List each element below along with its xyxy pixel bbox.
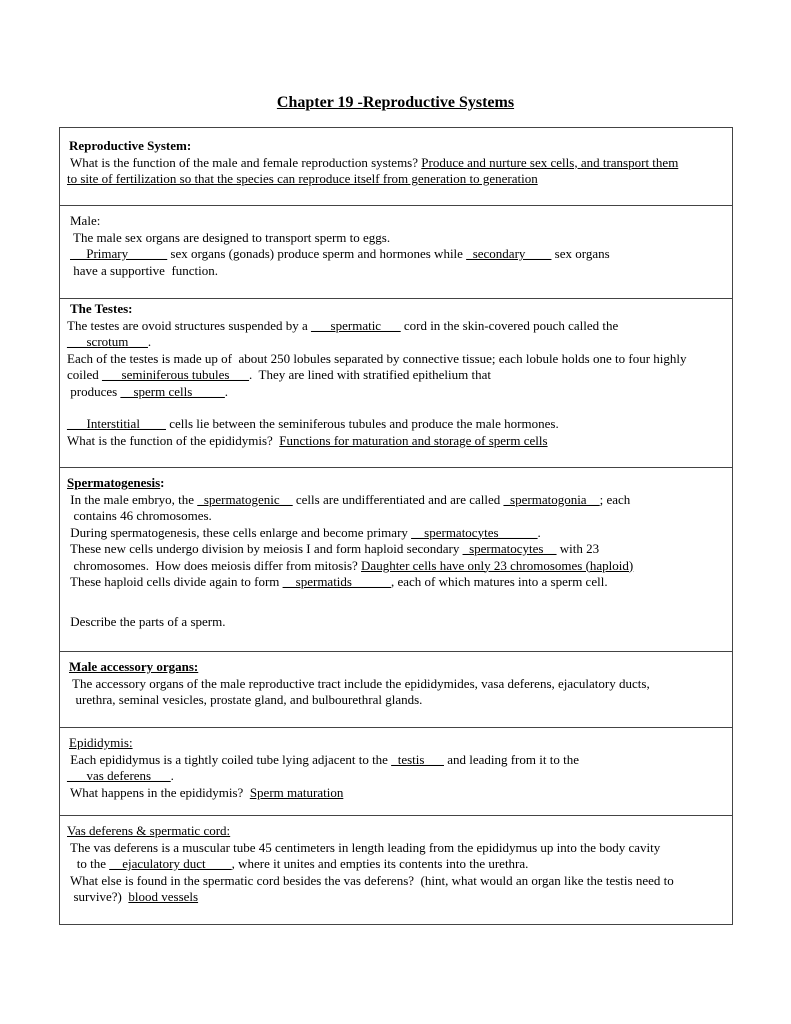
- answer-blank: _secondary____: [466, 246, 552, 261]
- answer-blank: ___scrotum___: [67, 334, 148, 349]
- body-text: have a supportive function.: [70, 262, 219, 278]
- body-text: produces __sperm cells_____.: [67, 383, 229, 399]
- section-male-accessory-organs: [60, 651, 732, 727]
- section-spermatogenesis: [60, 467, 732, 651]
- body-text: What is the function of the epididymis? Functions for maturation and storage of sperm cells: [67, 432, 548, 448]
- answer-blank: __spermatids______: [282, 574, 391, 589]
- body-text: coiled ___seminiferous tubules___. They are lined with stratified epithelium that: [67, 367, 491, 382]
- answer-blank: __ejaculatory duct____: [109, 856, 232, 871]
- body-text: chromosomes. How does meiosis differ from mitosis? Daughter cells have only 23 chromosomes (haploid): [67, 557, 634, 573]
- body-text: __Primary______ sex organs (gonads) produce sperm and hormones while _secondary____ sex organs: [70, 246, 610, 261]
- answer-blank: _testis___: [391, 751, 444, 767]
- section-heading: Epididymis:: [69, 735, 133, 750]
- body-text: In the male embryo, the _spermatogenic__ cells are undifferentiated and are called _spermatogonia__; each: [67, 491, 631, 507]
- worksheet-table: [59, 127, 733, 925]
- body-text: contains 46 chromosomes.: [67, 508, 212, 523]
- section-epididymis: [60, 727, 732, 815]
- answer-blank: ___spermatic___: [311, 317, 401, 333]
- section-heading: Reproductive System:: [69, 138, 192, 153]
- question-text: What else is found in the spermatic cord besides the vas deferens? (hint, what would an organ like the testis need to: [67, 872, 674, 888]
- page-title: Chapter 19 -Reproductive Systems: [276, 94, 515, 111]
- section-testes: [60, 298, 732, 467]
- body-text: During spermatogenesis, these cells enlarge and become primary __spermatocytes______.: [67, 524, 541, 540]
- answer-blank: ___seminiferous tubules___: [102, 367, 249, 382]
- section-heading: Male accessory organs:: [69, 659, 199, 674]
- answer-text: Daughter cells have only 23 chromosomes (haploid): [361, 557, 634, 573]
- answer-text: Produce and nurture sex cells, and transport them: [421, 154, 679, 170]
- body-text: ___scrotum___.: [67, 334, 152, 349]
- answer-blank: _spermatogonia__: [503, 491, 600, 507]
- body-text: Each epididymus is a tightly coiled tube lying adjacent to the _testis___ and leading from it to the: [67, 751, 579, 767]
- body-text: The vas deferens is a muscular tube 45 centimeters in length leading from the epididymus up into the body cavity: [67, 839, 661, 855]
- body-text: survive?) blood vessels: [67, 889, 199, 904]
- section-heading: Vas deferens & spermatic cord:: [67, 823, 231, 838]
- question-text: Describe the parts of a sperm.: [67, 613, 226, 629]
- answer-blank: _spermatocytes__: [462, 541, 557, 556]
- section-vas-deferens: [60, 815, 732, 924]
- body-text: to the __ejaculatory duct____, where it unites and empties its contents into the urethra.: [67, 856, 529, 871]
- body-text: These new cells undergo division by meiosis I and form haploid secondary _spermatocytes__ with 23: [67, 541, 600, 556]
- body-text: urethra, seminal vesicles, prostate gland, and bulbourethral glands.: [69, 692, 423, 707]
- body-text: ___Interstitial____ cells lie between the seminiferous tubules and produce the male hormones.: [67, 416, 559, 431]
- section-heading: The Testes:: [70, 301, 133, 316]
- body-text: Each of the testes is made up of about 250 lobules separated by connective tissue; each lobule holds one to four highly: [67, 350, 687, 366]
- body-text: The testes are ovoid structures suspended by a ___spermatic___ cord in the skin-covered pouch called the: [67, 317, 619, 333]
- answer-blank: __Primary______: [70, 246, 168, 261]
- body-text: The accessory organs of the male reproductive tract include the epididymides, vasa deferens, ejaculatory ducts,: [69, 675, 650, 691]
- section-heading: Male:: [70, 213, 101, 228]
- section-heading: Spermatogenesis:: [67, 475, 165, 490]
- body-text: ___vas deferens___.: [67, 768, 174, 783]
- answer-text: Functions for maturation and storage of sperm cells: [279, 432, 548, 448]
- answer-blank: __spermatocytes______: [411, 524, 538, 540]
- question-text: What is the function of the male and female reproduction systems? Produce and nurture sex cells, and transport them: [67, 154, 679, 170]
- body-text: The male sex organs are designed to transport sperm to eggs.: [70, 229, 391, 245]
- answer-blank: ___Interstitial____: [67, 416, 166, 431]
- body-text: These haploid cells divide again to form __spermatids______, each of which matures into a sperm cell.: [67, 574, 608, 589]
- answer-text: Sperm maturation: [249, 784, 344, 800]
- answer-text: blood vessels: [128, 889, 199, 904]
- answer-text: to site of fertilization so that the species can reproduce itself from generation to generation: [67, 171, 538, 186]
- section-reproductive-system: [60, 128, 732, 205]
- section-male: [60, 205, 732, 298]
- body-text: What happens in the epididymis? Sperm maturation: [67, 784, 344, 800]
- answer-blank: __sperm cells_____: [120, 383, 225, 399]
- answer-blank: _spermatogenic__: [197, 491, 293, 507]
- answer-blank: ___vas deferens___: [67, 768, 171, 783]
